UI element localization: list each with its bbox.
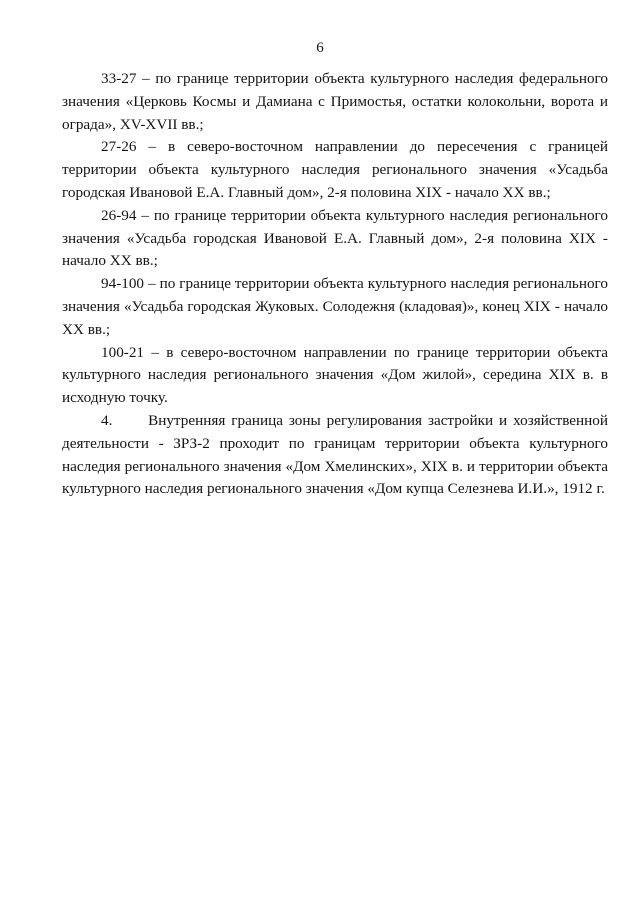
paragraph-item-4: 4. Внутренняя граница зоны регулирования застройки и хозяйственной деятельности - ЗРЗ-2 проходит по границам территории объекта культурного наследия регионального значения «Дом Хмелинских», XIX в. и территории объекта культурного наследия регионального значения «Дом купца Селезнева И.И.», 1912 г. xyxy=(62,411,612,498)
paragraph-segment-33-27: 33-27 – по границе территории объекта культурного наследия федерального значения «Церковь Космы и Дамиана с Примостья, остатки колокольни, ворота и ограда», XV-XVII вв.; xyxy=(62,70,608,133)
page-number: 6 xyxy=(316,40,324,56)
paragraph-segment-100-21: 100-21 – в северо-восточном направлении по границе территории объекта культурного наследия регионального значения «Дом жилой», середина XIX в. в исходную точку. xyxy=(62,343,608,407)
paragraph-segment-26-94: 26-94 – по границе территории объекта культурного наследия регионального значения «Усадьба городская Ивановой Е.А. Главный дом», 2-я половина XIX - начало XX вв.; xyxy=(62,206,608,270)
document-body xyxy=(62,68,612,501)
paragraph-segment-94-100: 94-100 – по границе территории объекта культурного наследия регионального значения «Усадьба городская Жуковых. Солодежня (кладовая)», конец XIX - начало XX вв.; xyxy=(62,275,608,338)
paragraph-segment-27-26: 27-26 – в северо-восточном направлении до пересечения с границей территории объекта культурного наследия регионального значения «Усадьба городская Ивановой Е.А. Главный дом», 2-я половина XIX - начало XX вв.; xyxy=(62,138,608,201)
